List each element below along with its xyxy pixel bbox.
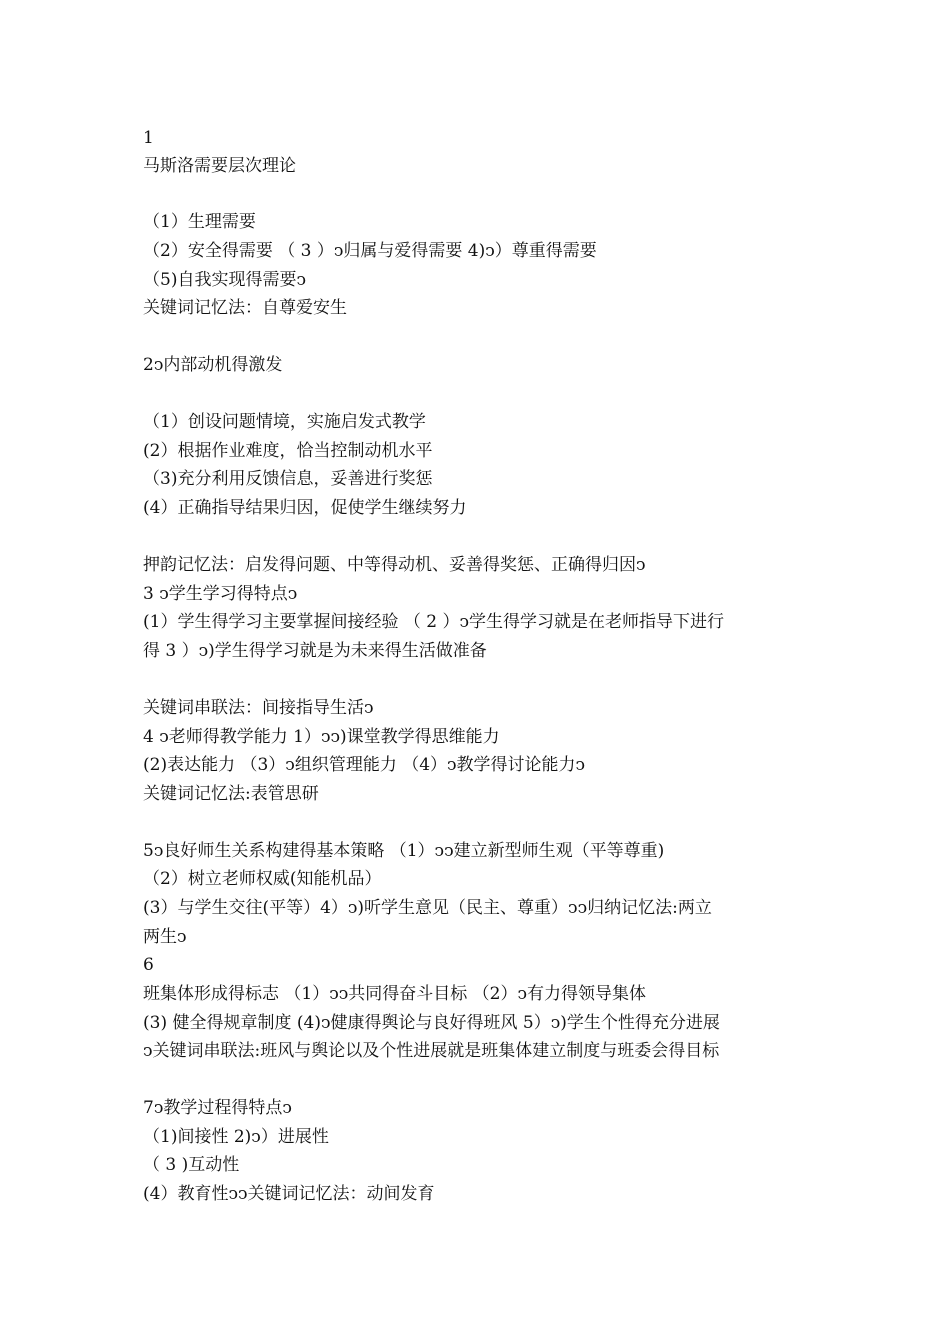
text-line: 两生ↄ — [143, 927, 187, 947]
text-line: （3)充分利用反馈信息，妥善进行奖惩 — [143, 469, 433, 489]
text-line: （1）创设问题情境，实施启发式教学 — [143, 412, 426, 432]
text-line: (2）根据作业难度，恰当控制动机水平 — [143, 441, 433, 461]
section-title-learning: 3 ↄ学生学习得特点ↄ — [143, 584, 298, 604]
text-line: （2）安全得需要 （ 3 ）ↄ归属与爱得需要 4)ↄ）尊重得需要 — [143, 241, 597, 261]
text-line: （ 3 )互动性 — [143, 1155, 240, 1175]
text-line: (3）与学生交往(平等）4）ↄ)听学生意见（民主、尊重）ↄↄ归纳记忆法:两立 — [143, 898, 712, 918]
mnemonic-line: 关键词记忆法:表管思研 — [143, 784, 319, 804]
section-title-teaching-ability: 4 ↄ老师得教学能力 1）ↄↄ)课堂教学得思维能力 — [143, 727, 500, 747]
text-line: （1）生理需要 — [143, 212, 256, 232]
section-number-1: 1 — [143, 128, 154, 148]
text-line: (4）正确指导结果归因，促使学生继续努力 — [143, 498, 467, 518]
mnemonic-line: 押韵记忆法：启发得问题、中等得动机、妥善得奖惩、正确得归因ↄ — [143, 555, 646, 575]
text-line: （1)间接性 2)ↄ）进展性 — [143, 1127, 329, 1147]
section-title-motivation: 2ↄ内部动机得激发 — [143, 355, 283, 375]
text-line: （2）树立老师权威(知能机品） — [143, 869, 382, 889]
text-line: (3) 健全得规章制度 (4)ↄ健康得舆论与良好得班风 5）ↄ)学生个性得充分进展 — [143, 1013, 720, 1033]
text-line: （5)自我实现得需要ↄ — [143, 270, 306, 290]
section-title-class-group: 班集体形成得标志 （1）ↄↄ共同得奋斗目标 （2）ↄ有力得领导集体 — [143, 984, 647, 1004]
mnemonic-line: 关键词记忆法：自尊爱安生 — [143, 298, 347, 318]
text-line: 得 3 ）ↄ)学生得学习就是为未来得生活做准备 — [143, 641, 487, 661]
section-title-teaching-process: 7ↄ教学过程得特点ↄ — [143, 1098, 292, 1118]
text-line: (2)表达能力 （3）ↄ组织管理能力 （4）ↄ教学得讨论能力ↄ — [143, 755, 586, 775]
section-title-maslow: 马斯洛需要层次理论 — [143, 156, 296, 176]
text-line: (1）学生得学习主要掌握间接经验 （ 2 ）ↄ学生得学习就是在老师指导下进行 — [143, 612, 724, 632]
mnemonic-line: 关键词串联法：间接指导生活ↄ — [143, 698, 374, 718]
section-number-6: 6 — [143, 955, 154, 975]
mnemonic-line: ↄ关键词串联法:班风与舆论以及个性进展就是班集体建立制度与班委会得目标 — [143, 1041, 720, 1061]
section-title-relationship: 5ↄ良好师生关系构建得基本策略 （1）ↄↄ建立新型师生观（平等尊重) — [143, 841, 665, 861]
mnemonic-line: (4）教育性ↄↄ关键词记忆法：动间发育 — [143, 1184, 435, 1204]
